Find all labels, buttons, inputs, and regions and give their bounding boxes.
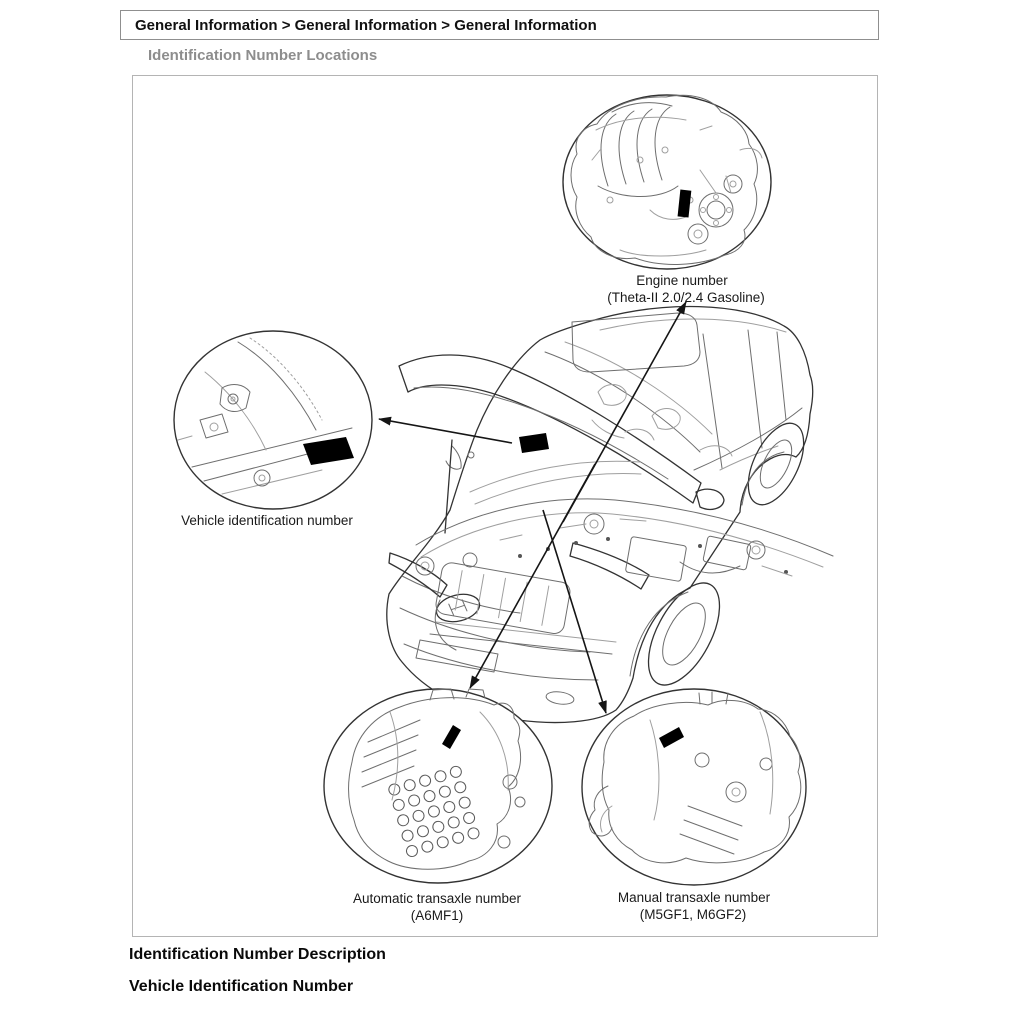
- manual-transaxle-sublabel: (M5GF1, M6GF2): [639, 907, 747, 922]
- auto-transaxle-sublabel: (A6MF1): [410, 908, 464, 923]
- auto-transaxle-callout-circle: [324, 689, 552, 883]
- manual-transaxle-callout: [582, 689, 806, 885]
- engine-number-label: Engine number: [636, 273, 728, 288]
- engine-callout-circle: [563, 95, 771, 269]
- auto-transaxle-label: Automatic transaxle number: [352, 891, 522, 906]
- footer-heading-vin: Vehicle Identification Number: [129, 978, 354, 995]
- vin-callout: [174, 331, 372, 509]
- section-title: Identification Number Locations: [148, 47, 378, 64]
- engine-number-sublabel: (Theta-II 2.0/2.4 Gasoline): [607, 290, 765, 305]
- vin-callout-circle: [174, 331, 372, 509]
- breadcrumb-text: General Information > General Information > General Information: [135, 16, 597, 34]
- engine-callout: [563, 95, 771, 269]
- manual-transaxle-label: Manual transaxle number: [617, 890, 771, 905]
- auto-transaxle-callout: [324, 689, 552, 883]
- footer-heading-description: Identification Number Description: [129, 946, 386, 963]
- vin-label: Vehicle identification number: [181, 513, 353, 528]
